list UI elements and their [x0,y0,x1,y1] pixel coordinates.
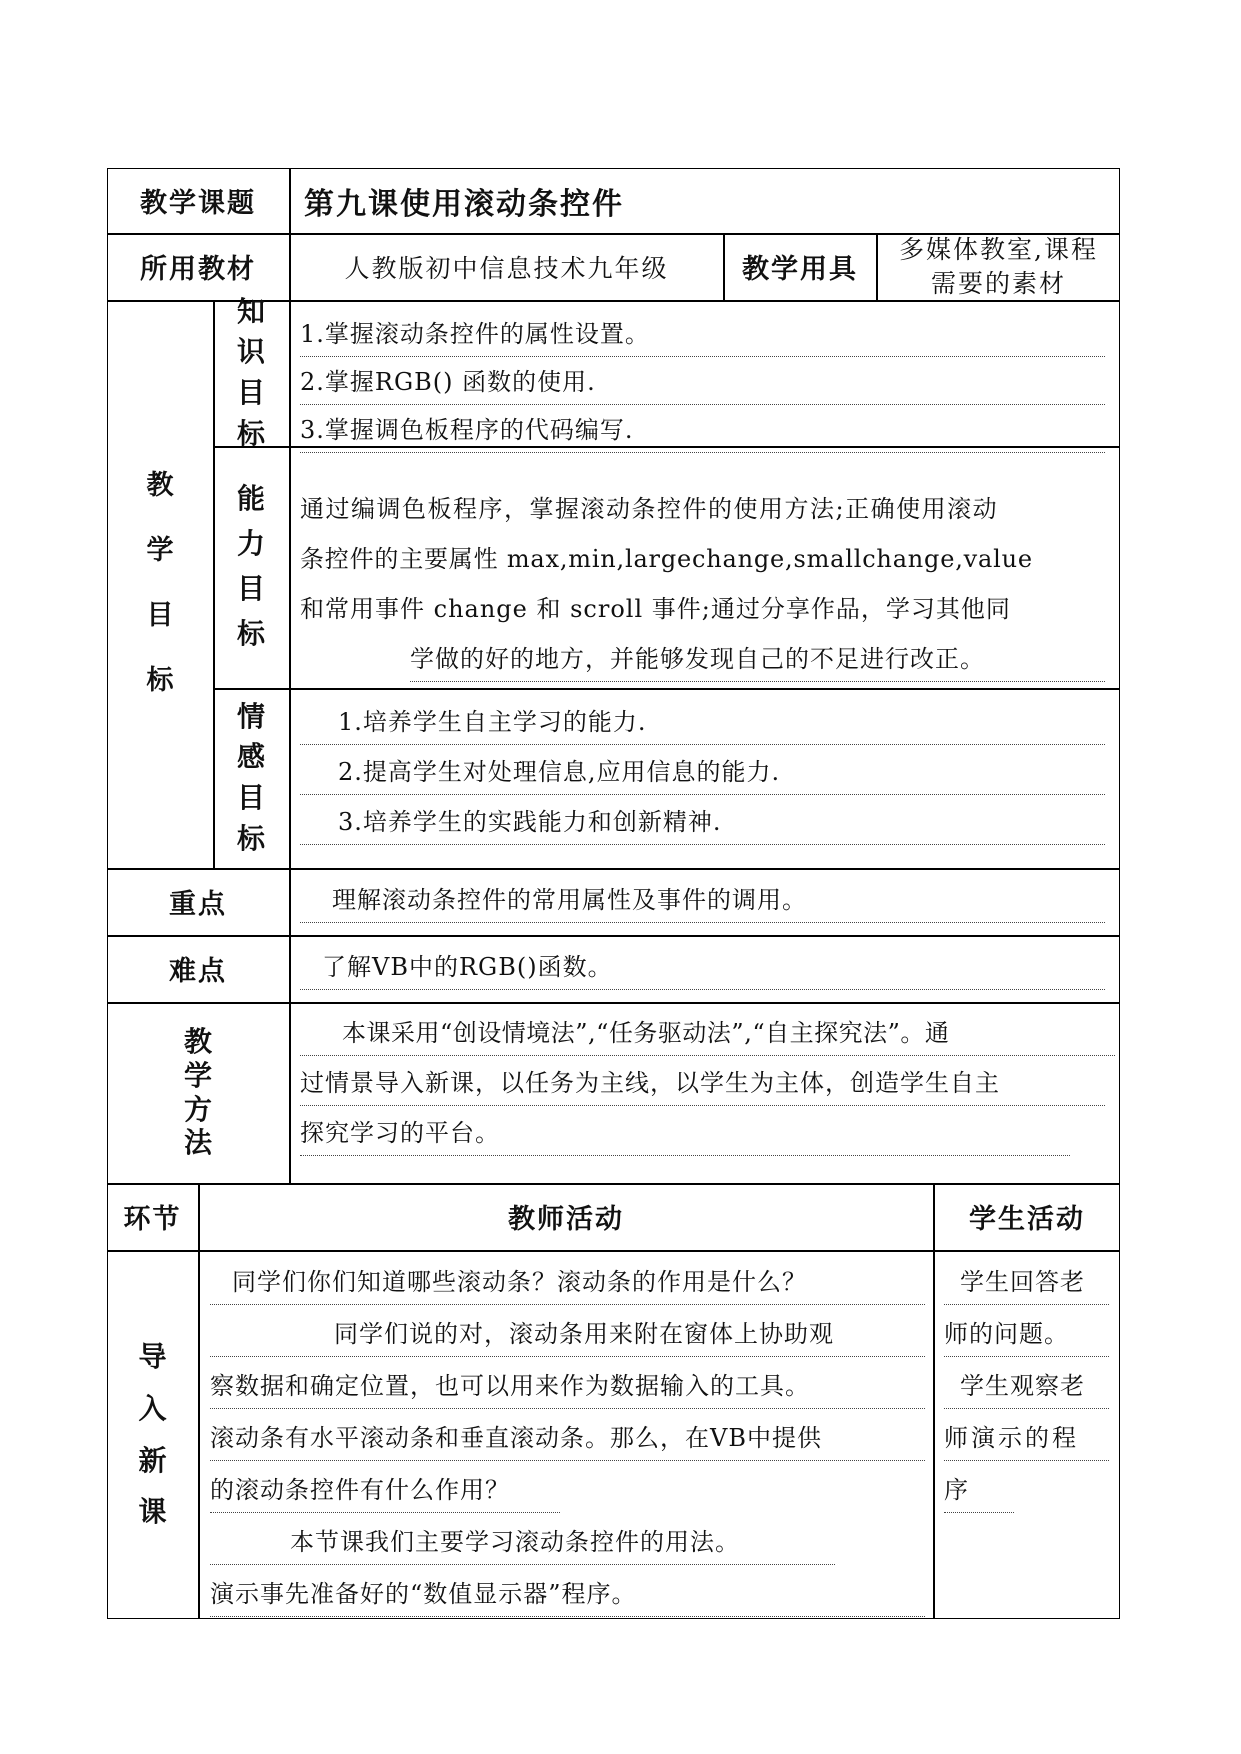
ability-goal-label: 能 力 目 标 [236,482,265,650]
knowledge-item-2: 2.掌握RGB() 函数的使用. [300,360,1105,405]
method-line-2: 过情景导入新课，以任务为主线，以学生为主体，创造学生自主 [300,1061,1105,1106]
tools-value [877,233,1120,300]
tools-label: 教学用具 [742,254,858,285]
student-activity-header: 学生活动 [969,1204,1085,1235]
teacher-line-2: 同学们说的对，滚动条用来附在窗体上协助观 [210,1312,925,1357]
textbook-value: 人教版初中信息技术九年级 [344,253,669,283]
topic-value: 第九课使用滚动条控件 [304,186,624,222]
ability-line-3: 和常用事件 change 和 scroll 事件;通过分享作品，学习其他同 [300,595,1011,623]
ability-line-2: 条控件的主要属性 max,min,largechange,smallchange,value [300,545,1033,573]
difficulty-value: 了解VB中的RGB()函数。 [300,945,1105,990]
emotion-item-2: 2.提高学生对处理信息,应用信息的能力. [300,750,1105,795]
student-line-2: 师的问题。 [944,1312,1109,1357]
tools-value-line1: 多媒体教室,课程 [899,234,1098,264]
student-line-3: 学生观察老 [944,1364,1109,1409]
topic-label: 教学课题 [140,188,256,219]
knowledge-item-3: 3.掌握调色板程序的代码编写. [300,408,1105,453]
key-point-label: 重点 [169,889,227,920]
method-line-1: 本课采用“创设情境法”,“任务驱动法”,“自主探究法”。通 [300,1011,1115,1056]
knowledge-item-1: 1.掌握滚动条控件的属性设置。 [300,312,1105,357]
teacher-line-1: 同学们你们知道哪些滚动条？滚动条的作用是什么？ [210,1260,925,1305]
intro-stage-label: 导 入 新 课 [138,1339,167,1529]
tools-value-line2: 需要的素材 [930,268,1066,298]
teacher-line-4: 滚动条有水平滚动条和垂直滚动条。那么，在VB中提供 [210,1416,925,1461]
teacher-activity-header: 教师活动 [508,1204,624,1235]
student-line-4: 师演示的程 [944,1416,1109,1461]
key-point-value: 理解滚动条控件的常用属性及事件的调用。 [300,878,1105,923]
ability-line-4: 学做的好的地方，并能够发现自己的不足进行改正。 [410,637,1105,682]
knowledge-goal-label: 知 识 目 标 [236,294,265,450]
student-line-5: 序 [944,1468,1014,1513]
student-line-1: 学生回答老 [944,1260,1109,1305]
method-line-3: 探究学习的平台。 [300,1111,1070,1156]
ability-line-1: 通过编调色板程序，掌握滚动条控件的使用方法;正确使用滚动 [300,495,999,523]
textbook-label: 所用教材 [140,254,256,285]
emotion-goal-label: 情 感 目 标 [236,699,265,855]
goals-label: 教 学 目 标 [146,470,174,696]
method-label: 教 学 方 法 [183,1025,212,1160]
teacher-line-5: 的滚动条控件有什么作用？ [210,1468,560,1513]
emotion-item-3: 3.培养学生的实践能力和创新精神. [300,800,1105,845]
stage-header: 环节 [123,1204,182,1235]
teacher-line-6: 本节课我们主要学习滚动条控件的用法。 [210,1520,835,1565]
teacher-line-3: 察数据和确定位置，也可以用来作为数据输入的工具。 [210,1364,925,1409]
difficulty-label: 难点 [169,956,227,987]
emotion-item-1: 1.培养学生自主学习的能力. [300,700,1105,745]
teacher-line-7: 演示事先准备好的“数值显示器”程序。 [210,1572,925,1617]
